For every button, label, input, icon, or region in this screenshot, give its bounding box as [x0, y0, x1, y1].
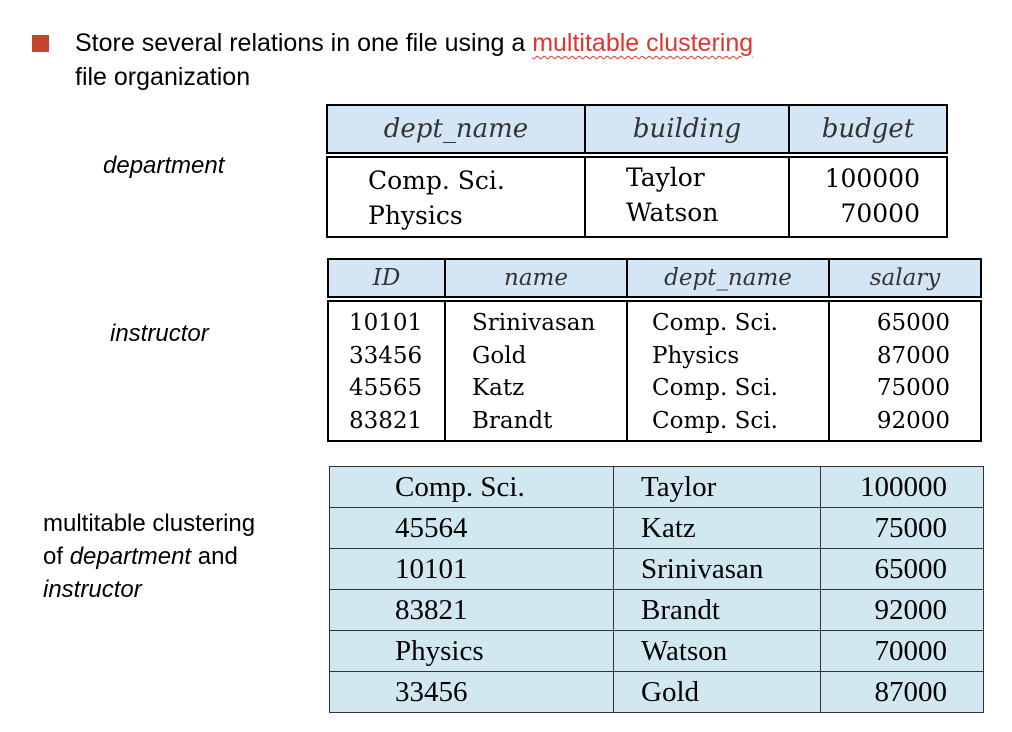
cluster-cell: 33456	[330, 672, 614, 713]
instructor-cell: 45565	[349, 375, 423, 401]
instructor-cell: Brandt	[472, 407, 553, 434]
table-row	[330, 549, 984, 590]
cluster-cell: Comp. Sci.	[330, 467, 614, 508]
cluster-cell: Gold	[614, 672, 821, 713]
cluster-cell: Physics	[330, 631, 614, 672]
department-header-building: building	[586, 106, 790, 152]
instructor-cell: Comp. Sci.	[652, 310, 778, 336]
department-body	[326, 156, 948, 238]
table-row	[330, 631, 984, 672]
cluster-cell: 92000	[821, 590, 984, 631]
table-row	[330, 590, 984, 631]
cluster-cell: 100000	[821, 467, 984, 508]
multitable-clustering-table	[329, 466, 984, 713]
multitable-label-line-1: multitable clustering	[43, 510, 256, 537]
table-row	[330, 672, 984, 713]
instructor-label: instructor	[110, 320, 209, 347]
cluster-cell: Taylor	[614, 467, 821, 508]
instructor-cell: 92000	[876, 407, 950, 434]
bullet-text-line-2: file organization	[75, 63, 251, 91]
multitable-label-instructor: instructor	[43, 576, 142, 603]
bullet-text: Store several relations in one file using a	[75, 29, 533, 57]
bullet-square	[32, 35, 49, 52]
multitable-label-line-2	[43, 540, 255, 573]
cluster-cell: Srinivasan	[614, 549, 821, 590]
cluster-cell: 75000	[821, 508, 984, 549]
instructor-cell: 10101	[349, 310, 423, 336]
multitable-label-of: of	[43, 543, 70, 570]
cluster-cell: 45564	[330, 508, 614, 549]
instructor-cell: Gold	[472, 342, 527, 369]
cluster-cell: 65000	[821, 549, 984, 590]
instructor-body	[327, 300, 982, 442]
instructor-header	[327, 258, 982, 298]
department-label: department	[103, 152, 225, 179]
instructor-cell: 33456	[349, 342, 423, 369]
instructor-header-salary: salary	[869, 265, 941, 291]
instructor-cell: Comp. Sci.	[652, 375, 778, 401]
instructor-cell: 75000	[876, 375, 950, 401]
cluster-cell: 87000	[821, 672, 984, 713]
instructor-cell: 83821	[349, 407, 423, 434]
table-row	[330, 467, 984, 508]
instructor-cell: Katz	[472, 375, 525, 401]
cluster-cell: 70000	[821, 631, 984, 672]
department-cell: Comp. Sci.	[368, 166, 505, 195]
instructor-cell: Comp. Sci.	[652, 407, 778, 434]
cluster-cell: Katz	[614, 508, 821, 549]
instructor-header-dept-name: dept_name	[628, 260, 830, 296]
cluster-cell: Brandt	[614, 590, 821, 631]
multitable-label-department: department	[69, 543, 192, 570]
department-cell: 100000	[824, 164, 920, 193]
multitable-label-and: and	[191, 543, 238, 570]
department-header	[326, 104, 948, 154]
instructor-cell: 65000	[876, 310, 950, 336]
instructor-cell: Srinivasan	[472, 310, 596, 336]
cluster-cell: 10101	[330, 549, 614, 590]
instructor-header-id: ID	[329, 260, 446, 296]
department-cell: Taylor	[626, 163, 705, 192]
department-cell: Watson	[626, 198, 719, 227]
department-header-dept-name: dept_name	[328, 106, 586, 152]
department-cell: 70000	[840, 199, 920, 228]
department-cell: Physics	[368, 201, 463, 230]
multitable-clustering-term: multitable clustering	[532, 29, 754, 57]
table-row	[330, 508, 984, 549]
instructor-header-name: name	[446, 260, 628, 296]
multitable-label	[43, 507, 255, 606]
cluster-cell: Watson	[614, 631, 821, 672]
instructor-cell: Physics	[652, 342, 740, 369]
cluster-cell: 83821	[330, 590, 614, 631]
bullet-text-line-1	[75, 27, 753, 59]
department-header-budget: budget	[821, 114, 915, 144]
instructor-cell: 87000	[876, 342, 950, 369]
